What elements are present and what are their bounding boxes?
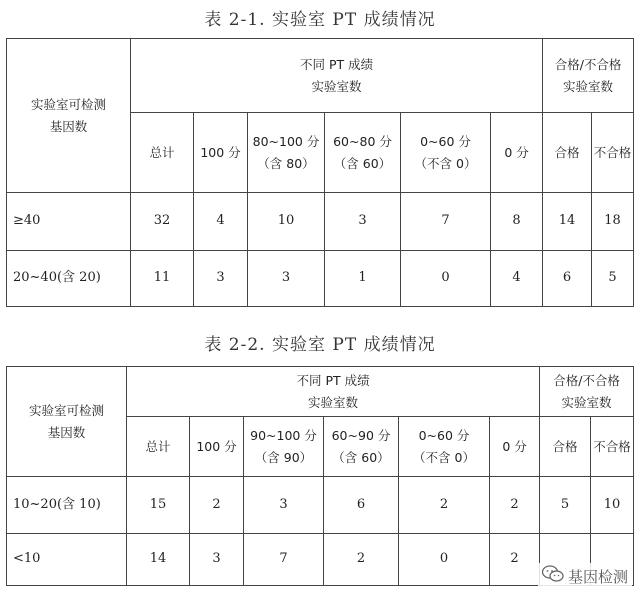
cell: 2 — [490, 477, 540, 534]
col-header: 60~80 分 （含 60） — [325, 113, 401, 193]
cell: 6 — [543, 251, 592, 307]
pt-table-1 — [6, 38, 634, 307]
cell: 18 — [592, 193, 634, 251]
col-header: 不合格 — [591, 417, 634, 477]
row-label: 20~40(含 20) — [7, 251, 131, 307]
cell: 1 — [325, 251, 401, 307]
group-header-pass: 合格/不合格 实验室数 — [540, 367, 634, 417]
cell: 14 — [543, 193, 592, 251]
table-1-caption: 表 2-1. 实验室 PT 成绩情况 — [204, 10, 436, 30]
cell: 6 — [324, 477, 399, 534]
cell: 10 — [591, 477, 634, 534]
row-label: ≥40 — [7, 193, 131, 251]
table-row — [7, 477, 634, 534]
col-header: 合格 — [543, 113, 592, 193]
col-header: 不合格 — [592, 113, 634, 193]
col-header: 90~100 分 （含 90） — [244, 417, 324, 477]
cell: 32 — [131, 193, 194, 251]
group-header-pass: 合格/不合格 实验室数 — [543, 39, 634, 113]
watermark — [538, 563, 632, 589]
cell: 2 — [399, 477, 490, 534]
col-header: 0 分 — [491, 113, 543, 193]
cell: 4 — [491, 251, 543, 307]
cell: 11 — [131, 251, 194, 307]
cell: 4 — [194, 193, 248, 251]
cell: 10 — [248, 193, 325, 251]
cell: 0 — [401, 251, 491, 307]
cell: 5 — [540, 477, 591, 534]
cell: 2 — [190, 477, 244, 534]
cell: 2 — [324, 534, 399, 586]
pt-table-2 — [6, 366, 634, 586]
col-header: 总计 — [127, 417, 190, 477]
cell: 7 — [401, 193, 491, 251]
group-header-pt: 不同 PT 成绩 实验室数 — [131, 39, 543, 113]
cell: 8 — [491, 193, 543, 251]
cell: 3 — [194, 251, 248, 307]
col-header: 总计 — [131, 113, 194, 193]
cell: 2 — [490, 534, 540, 586]
col-header: 100 分 — [194, 113, 248, 193]
row-header-label: 实验室可检测 基因数 — [7, 367, 127, 477]
cell: 3 — [248, 251, 325, 307]
col-header: 合格 — [540, 417, 591, 477]
group-header-pt: 不同 PT 成绩 实验室数 — [127, 367, 540, 417]
cell: 3 — [190, 534, 244, 586]
cell: 15 — [127, 477, 190, 534]
cell: 5 — [592, 251, 634, 307]
table-row — [7, 193, 634, 251]
cell: 7 — [244, 534, 324, 586]
col-header: 0 分 — [490, 417, 540, 477]
cell: 3 — [325, 193, 401, 251]
col-header: 0~60 分 （不含 0） — [401, 113, 491, 193]
row-label: 10~20(含 10) — [7, 477, 127, 534]
cell: 0 — [399, 534, 490, 586]
col-header: 60~90 分 （含 60） — [324, 417, 399, 477]
col-header: 80~100 分 （含 80） — [248, 113, 325, 193]
table-row — [7, 251, 634, 307]
table-2-caption: 表 2-2. 实验室 PT 成绩情况 — [204, 335, 436, 355]
cell: 3 — [244, 477, 324, 534]
col-header: 0~60 分 （不含 0） — [399, 417, 490, 477]
row-header-label: 实验室可检测 基因数 — [7, 39, 131, 193]
col-header: 100 分 — [190, 417, 244, 477]
cell: 14 — [127, 534, 190, 586]
row-label: <10 — [7, 534, 127, 586]
wechat-icon — [542, 565, 564, 587]
watermark-text: 基因检测 — [567, 567, 628, 586]
